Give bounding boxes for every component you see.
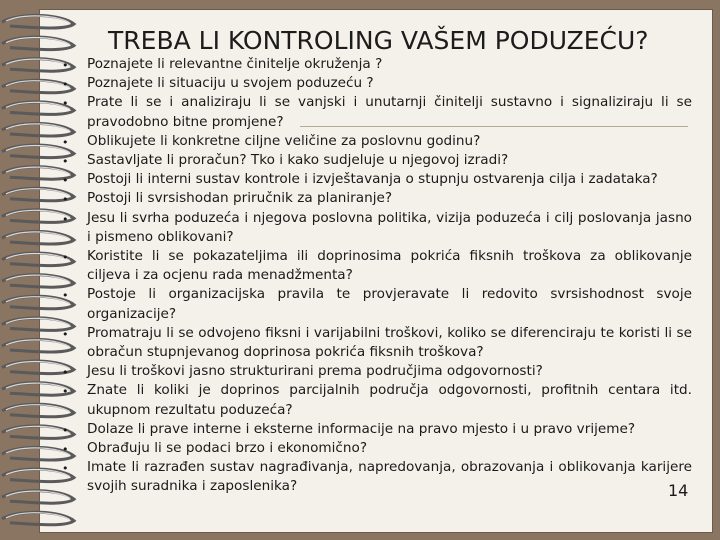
page-number: 14 [668,481,689,500]
list-item-text: Oblikujete li konkretne ciljne veličine za poslovnu godinu? [87,132,481,149]
bullet-icon: • [62,78,69,92]
list-item [62,458,692,496]
bullet-icon: • [62,385,69,399]
list-item-text: Sastavljate li proračun? Tko i kako sudjeluje u njegovoj izradi? [87,152,509,169]
list-item-text: Poznajete li situaciju u svojem poduzeću ? [87,75,374,92]
list-item [62,381,692,419]
slide-title: TREBA LI KONTROLING VAŠEM PODUZEĆU? [108,26,649,55]
bullet-list [62,55,692,497]
list-item-text: Jesu li troškovi jasno strukturirani prema područjima odgovornosti? [87,363,543,380]
list-item-text: Jesu li svrha poduzeća i njegova poslovna politika, vizija poduzeća i cilj poslovanja jasno i pismeno oblikovani? [87,209,692,245]
bullet-icon: • [62,289,69,303]
list-item-text: Postoji li interni sustav kontrole i izvještavanja o stupnju ostvarenja cilja i zadataka? [87,171,658,188]
bullet-icon: • [62,443,69,457]
bullet-icon: • [62,97,69,111]
binding-ring [2,37,74,50]
list-item [62,439,692,458]
list-item-text: Prate li se i analiziraju li se vanjski i unutarnji činitelji sustavno i signaliziraju li se pravodobno bitne promjene? [87,94,692,130]
bullet-icon: • [62,423,69,437]
bullet-icon: • [62,212,69,226]
list-item-text: Postoje li organizacijska pravila te provjeravate li redovito svrsishodnost svoje organizacije? [87,286,692,322]
binding-ring [2,15,74,28]
list-item [62,170,692,189]
list-item [62,74,692,93]
list-item-text: Koristite li se pokazateljima ili doprinosima pokrića fiksnih troškova za oblikovanje ciljeva i za ocjenu rada menadžmenta? [87,248,692,284]
list-item [62,285,692,323]
list-item [62,209,692,247]
list-item [62,132,692,151]
list-item [62,420,692,439]
list-item-text: Dolaze li prave interne i eksterne informacije na pravo mjesto i u pravo vrijeme? [87,420,636,437]
list-item-text: Imate li razrađen sustav nagrađivanja, napredovanja, obrazovanja i oblikovanja karijere svojih suradnika i zaposlenika? [87,459,692,495]
bullet-icon: • [62,174,69,188]
list-item-text: Znate li koliki je doprinos parcijalnih područja odgovornosti, profitnih centara itd. ukupnom rezultatu poduzeća? [87,382,692,418]
bullet-icon: • [62,366,69,380]
list-item [62,55,692,74]
bullet-icon: • [62,462,69,476]
list-item-text: Promatraju li se odvojeno fiksni i varijabilni troškovi, koliko se diferenciraju te koristi li se obračun stupnjevanog doprinosa pokrića fiksnih troškova? [87,324,692,361]
bullet-icon: • [62,193,69,207]
list-item [62,247,692,285]
bullet-icon: • [62,327,69,341]
bullet-icon: • [62,59,69,72]
binding-ring [2,512,74,525]
list-item [62,324,692,362]
list-item [62,362,692,381]
bullet-icon: • [62,135,69,149]
bullet-icon: • [62,251,69,265]
list-item [62,189,692,208]
list-item-text: Obrađuju li se podaci brzo i ekonomično? [87,440,368,457]
list-item-text: Poznajete li relevantne činitelje okruženja ? [87,56,383,72]
list-item [62,93,692,131]
bullet-icon: • [62,155,69,169]
list-item [62,151,692,170]
list-item-text: Postoji li svrsishodan priručnik za planiranje? [87,190,393,207]
